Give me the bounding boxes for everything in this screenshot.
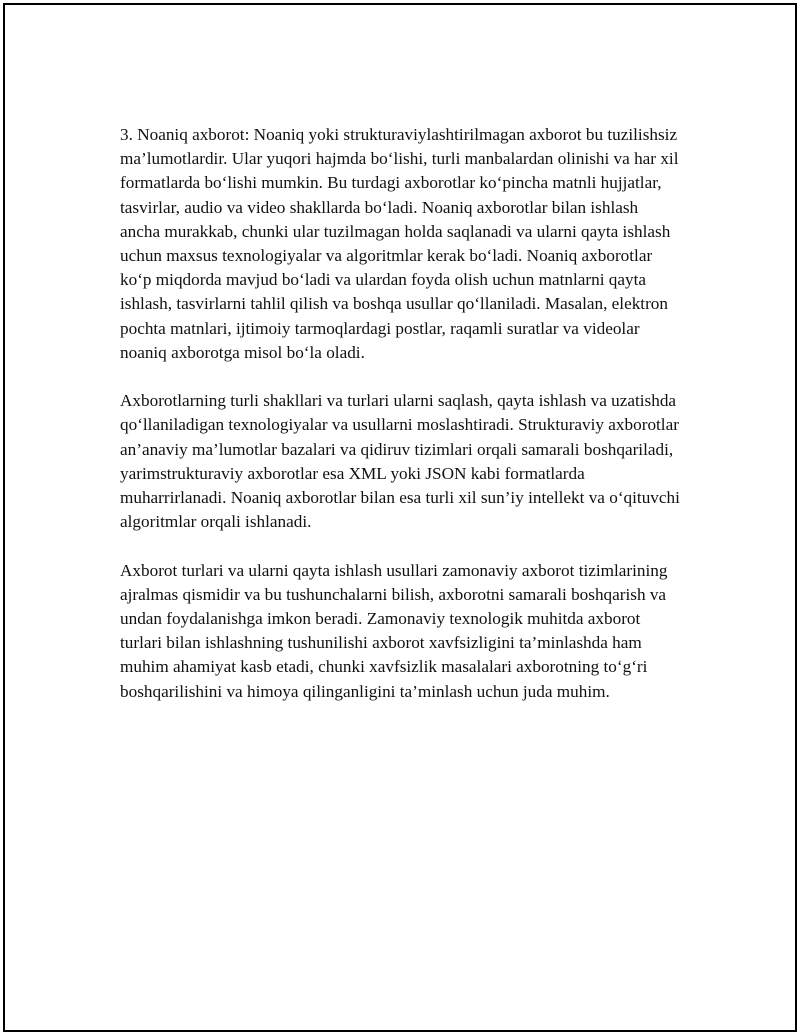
paragraph-information-processing: Axborot turlari va ularni qayta ishlash usullari zamonaviy axborot tizimlarining ajralmas qismidir va bu tushunchalarni bilish, axborotni samarali boshqarish va undan foydalanishga imkon beradi. Zamonaviy texnologik muhitda axborot turlari bilan ishlashning tushunilishi axborot xavfsizligini ta’minlashda ham muhim ahamiyat kasb etadi, chunki xavfsizlik masalalari axborotning to‘g‘ri boshqarilishini va himoya qilinganligini ta’minlash uchun juda muhim. xyxy=(120,560,668,701)
paragraph-information-forms: Axborotlarning turli shakllari va turlari ularni saqlash, qayta ishlash va uzatishda qo‘llaniladigan texnologiyalar va usullarni moslashtiradi. Strukturaviy axborotlar an’anaviy ma’lumotlar bazalari va qidiruv tizimlari orqali samarali boshqariladi, yarimstrukturaviy axborotlar esa XML yoki JSON kabi formatlarda muharrirlanadi. Noaniq axborotlar bilan esa turli xil sun’iy intellekt va o‘qituvchi algoritmlar orqali ishlanadi. xyxy=(120,391,680,532)
document-page xyxy=(3,3,797,1032)
document-body xyxy=(120,123,680,728)
paragraph-unstructured-information: 3. Noaniq axborot: Noaniq yoki strukturaviylashtirilmagan axborot bu tuzilishsiz ma’lumotlardir. Ular yuqori hajmda bo‘lishi, turli manbalardan olinishi va har xil formatlarda bo‘lishi mumkin. Bu turdagi axborotlar ko‘pincha matnli hujjatlar, tasvirlar, audio va video shakllarda bo‘ladi. Noaniq axborotlar bilan ishlash ancha murakkab, chunki ular tuzilmagan holda saqlanadi va ularni qayta ishlash uchun maxsus texnologiyalar va algoritmlar kerak bo‘ladi. Noaniq axborotlar ko‘p miqdorda mavjud bo‘ladi va ulardan foyda olish uchun matnlarni qayta ishlash, tasvirlarni tahlil qilish va boshqa usullar qo‘llaniladi. Masalan, elektron pochta matnlari, ijtimoiy tarmoqlardagi postlar, raqamli suratlar va videolar noaniq axborotga misol bo‘la oladi. xyxy=(120,125,679,362)
